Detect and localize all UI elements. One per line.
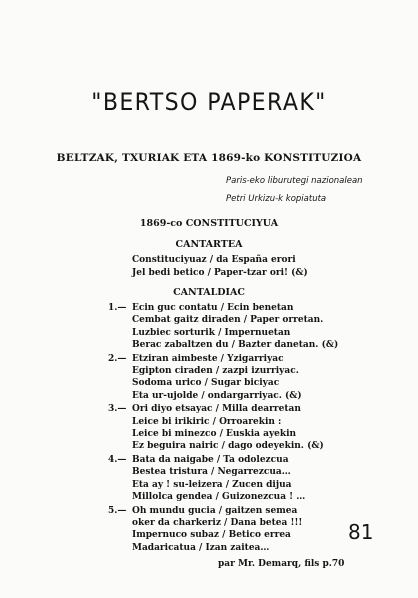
- stanza-line: Ecin guc contatu / Ecin benetan: [132, 303, 294, 313]
- stanza-line: Ori diyo etsayac / Milla dearretan: [132, 404, 301, 415]
- stanza-line: Ez beguira nairic / dago odeyekin. (&): [132, 441, 324, 452]
- stanza-line: oker da charkeriz / Dana betea !!!: [132, 518, 303, 529]
- stanza-line: Oh mundu gucia / gaitzen semea: [132, 505, 298, 516]
- stanza-number: 4.—: [108, 455, 127, 466]
- stanza-line: Cembat gaitz diraden / Paper orretan.: [132, 315, 324, 326]
- cantartea-heading: CANTARTEA: [175, 239, 243, 250]
- cantartea-line: Jel bedi betico / Paper-tzar ori! (&): [132, 268, 308, 278]
- stanza-number: 1.—: [108, 303, 127, 313]
- page-title: "BERTSO PAPERAK": [91, 88, 327, 116]
- document-subtitle: BELTZAK, TXURIAK ETA 1869-ko KONSTITUZIOA: [56, 152, 362, 164]
- section-heading: 1869-co CONSTITUCIYUA: [139, 218, 279, 229]
- stanza-line: Bestea tristura / Negarrezcua…: [132, 467, 291, 478]
- stanza-line: Egipton ciraden / zazpi izurriyac.: [132, 366, 299, 376]
- stanza-number: 3.—: [108, 404, 127, 415]
- cantartea-line: Constituciyuaz / da España erori: [132, 255, 296, 265]
- stanza-number: 2.—: [108, 353, 127, 364]
- stanza-line: Bata da naigabe / Ta odolezcua: [132, 455, 289, 466]
- credit-line: par Mr. Demarq, fils p.70: [218, 558, 345, 569]
- source-line: Paris-eko liburutegi nazionalean: [226, 176, 363, 186]
- source-line: Petri Urkizu-k kopiatuta: [226, 194, 327, 204]
- stanza-line: Etziran aimbeste / Yzigarriyac: [132, 353, 284, 364]
- stanza-line: Leice bi minezco / Euskia ayekin: [132, 429, 297, 439]
- stanza-line: Eta ay ! su-leizera / Zucen dijua: [132, 479, 292, 490]
- stanza-number: 5.—: [108, 505, 127, 516]
- stanza-line: Leice bi irikiric / Orroarekin :: [132, 416, 282, 427]
- stanza-line: Millolca gendea / Guizonezcua ! …: [132, 492, 306, 502]
- stanza-line: Sodoma urico / Sugar biciyac: [132, 378, 280, 389]
- stanza-line: Eta ur-ujolde / ondargarriyac. (&): [132, 390, 302, 401]
- stanza-line: Berac zabaltzen du / Bazter danetan. (&): [132, 339, 339, 350]
- stanza-line: Madaricatua / Izan zaitea…: [132, 542, 270, 553]
- page-number: 81: [348, 520, 374, 544]
- stanza-line: Impernuco subaz / Betico errea: [132, 530, 291, 541]
- cantaldiac-heading: CANTALDIAC: [173, 287, 245, 298]
- stanza-line: Luzbiec sorturik / Impernuetan: [132, 327, 291, 338]
